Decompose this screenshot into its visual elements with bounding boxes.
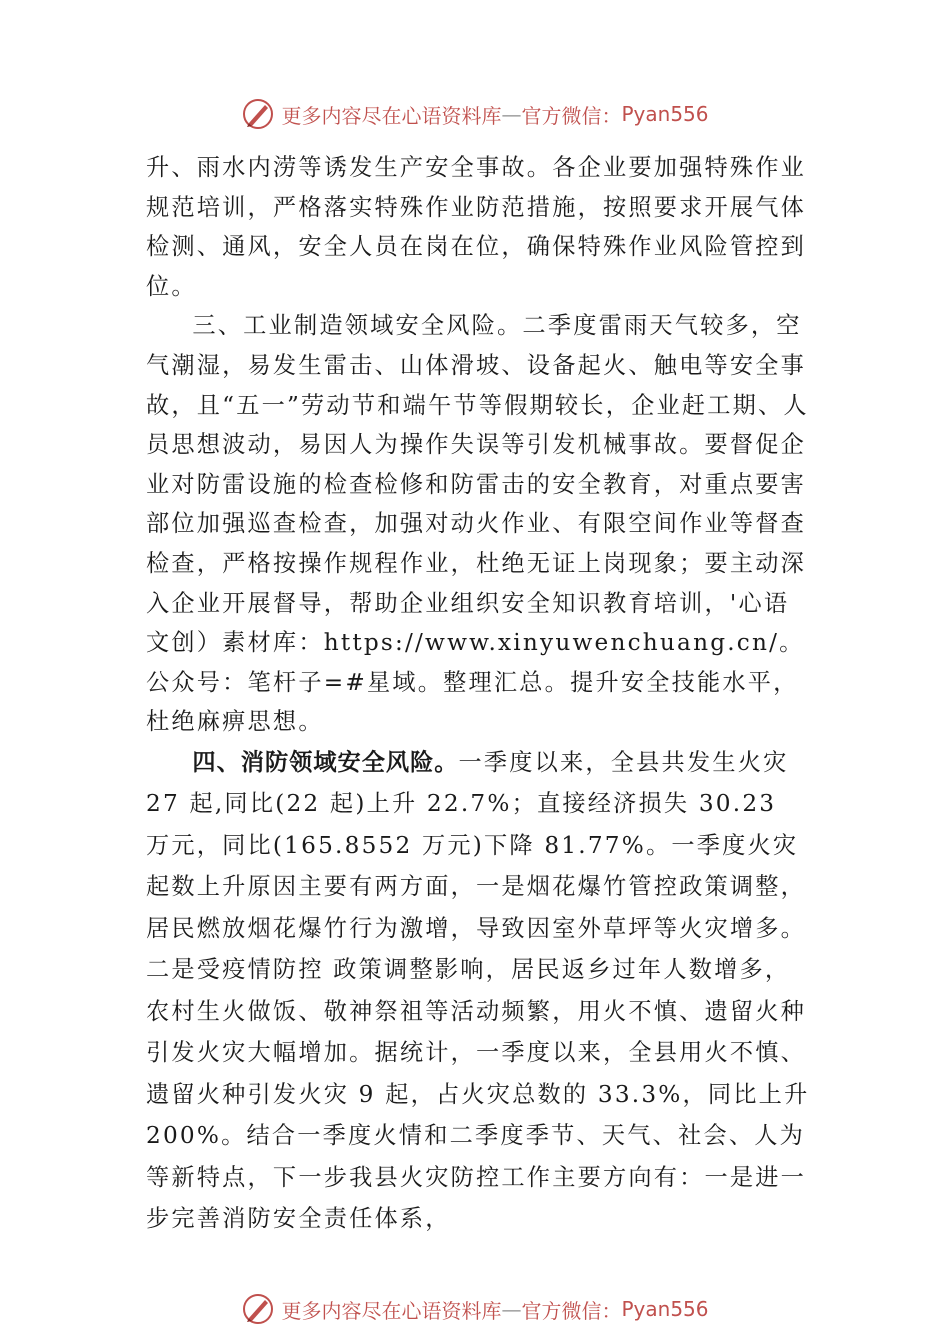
- paragraph-continuation: 升、雨水内涝等诱发生产安全事故。各企业要加强特殊作业规范培训，严格落实特殊作业防范措施，按照要求开展气体检测、通风，安全人员在岗在位，确保特殊作业风险管控到位。: [146, 154, 807, 300]
- paragraph-industrial-risk: 三、工业制造领域安全风险。二季度雷雨天气较多，空气潮湿，易发生雷击、山体滑坡、设备起火、触电等安全事故，且“五一”劳动节和端午节等假期较长，企业赶工期、人员思想波动，易因人为操作失误等引发机械事故。要督促企业对防雷设施的检查检修和防雷击的安全教育，对重点要害部位加强巡查检查，加强对动火作业、有限空间作业等督查检查，严格按操作规程作业，杜绝无证上岗现象；要主动深入企业开展督导，帮助企业组织安全知识教育培训，'心语文创）素材库：https://www.xinyuwenchuang.cn/。公众号：笔杆子=#星域。整理汇总。提升安全技能水平，杜绝麻痹思想。: [146, 312, 809, 736]
- footer-watermark-banner: [0, 1289, 950, 1329]
- paragraph-fire-body: 一季度以来，全县共发生火灾 27 起,同比(22 起)上升 22.7%；直接经济损失 30.23 万元，同比(165.8552 万元)下降 81.77%。一季度火灾起数上升原因主要有两方面，一是烟花爆竹管控政策调整，居民燃放烟花爆竹行为激增，导致因室外草坪等火灾增多。二是受疫情防控 政策调整影响，居民返乡过年人数增多，农村生火做饭、敬神祭祖等活动频繁，用火不慎、遗留火种引发火灾大幅增加。据统计，一季度以来，全县用火不慎、遗留火种引发火灾 9 起，占火灾总数的 33.3%，同比上升 200%。结合一季度火情和二季度季节、天气、社会、人为等新特点，下一步我县火灾防控工作主要方向有：一是进一步完善消防安全责任体系，: [146, 748, 810, 1233]
- banner-handle: Pyan556: [621, 102, 709, 126]
- banner-handle: Pyan556: [621, 1297, 709, 1321]
- banner-label: 官方微信：: [521, 1298, 622, 1323]
- paragraph-fire-risk: [146, 742, 810, 1240]
- banner-main-text: 更多内容尽在心语资料库: [281, 103, 502, 128]
- banner-label: 官方微信：: [521, 103, 622, 128]
- section-heading-fire: 四、消防领域安全风险。: [192, 748, 459, 776]
- header-watermark-banner: [0, 94, 950, 134]
- pen-logo-icon: [241, 97, 275, 131]
- banner-main-text: 更多内容尽在心语资料库: [281, 1298, 502, 1323]
- banner-separator: —: [501, 102, 522, 126]
- pen-logo-icon: [241, 1292, 275, 1326]
- document-body: [146, 148, 810, 1240]
- banner-separator: —: [501, 1297, 522, 1321]
